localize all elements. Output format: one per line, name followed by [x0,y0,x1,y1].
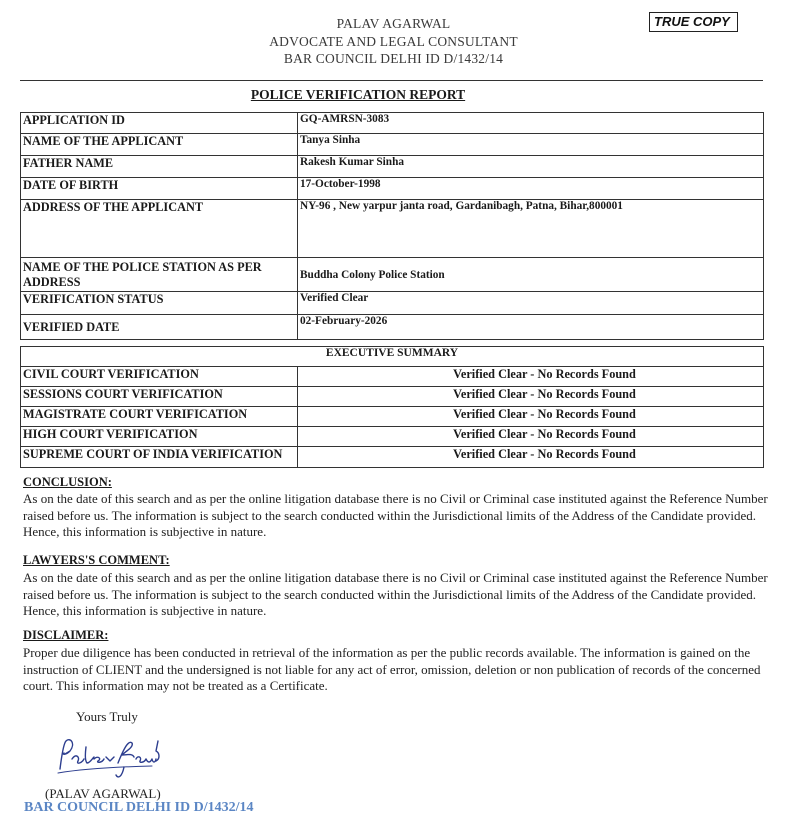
summary-value: Verified Clear - No Records Found [298,447,764,468]
info-label: NAME OF THE APPLICANT [21,134,298,156]
conclusion-text: As on the date of this search and as per the online litigation database there is no Civil or Criminal case instituted against the Reference Number raised before us. The information is subject to the search conducted within the Jurisdictional limits of the Address of the Candidate provided. Hence, this information is subjective in nature. [23,491,768,539]
closing-salutation: Yours Truly [76,709,138,724]
disclaimer-text: Proper due diligence has been conducted in retrieval of the information as per the public records available. The information is gained on the instruction of CLIENT and the undersigned is not liable for any act of error, omission, deletion or non publication of records of the concerned court. This information may not be treated as a Certificate. [23,645,761,693]
info-label: ADDRESS OF THE APPLICANT [21,200,298,258]
table-row [21,200,764,258]
header-divider [20,80,763,81]
table-row [21,292,764,315]
summary-label: SESSIONS COURT VERIFICATION [21,387,298,407]
info-value: Verified Clear [298,292,764,315]
conclusion-heading: CONCLUSION: [23,475,112,489]
summary-value: Verified Clear - No Records Found [298,427,764,447]
disclaimer-heading: DISCLAIMER: [23,628,109,642]
signatory-council-id: BAR COUNCIL DELHI ID D/1432/14 [24,800,254,815]
table-row [21,178,764,200]
summary-label: MAGISTRATE COURT VERIFICATION [21,407,298,427]
letterhead-council-id: BAR COUNCIL DELHI ID D/1432/14 [283,51,504,66]
table-row [21,113,764,134]
summary-heading: EXECUTIVE SUMMARY [21,347,764,367]
letterhead-designation: ADVOCATE AND LEGAL CONSULTANT [269,34,518,49]
executive-summary-table [20,346,764,468]
lawyers-comment-heading: LAWYERS'S COMMENT: [23,553,170,567]
info-value: NY-96 , New yarpur janta road, Gardanibagh, Patna, Bihar,800001 [298,200,764,258]
summary-value: Verified Clear - No Records Found [298,387,764,407]
info-value: 02-February-2026 [298,315,764,340]
table-row [21,407,764,427]
applicant-info-table [20,112,764,340]
info-label: DATE OF BIRTH [21,178,298,200]
info-label: NAME OF THE POLICE STATION AS PER ADDRESS [21,258,298,292]
info-value: 17-October-1998 [298,178,764,200]
info-label: VERIFICATION STATUS [21,292,298,315]
table-row [21,427,764,447]
table-row [21,315,764,340]
table-row [21,447,764,468]
info-value: Rakesh Kumar Sinha [298,156,764,178]
info-value: Buddha Colony Police Station [298,258,764,292]
summary-label: SUPREME COURT OF INDIA VERIFICATION [21,447,298,468]
info-label: FATHER NAME [21,156,298,178]
signatory-name: (PALAV AGARWAL) [45,786,161,801]
lawyers-comment-text: As on the date of this search and as per the online litigation database there is no Civil or Criminal case instituted against the Reference Number raised before us. The information is subject to the search conducted within the Jurisdictional limits of the Address of the Candidate provided. Hence, this information is subjective in nature. [23,570,768,618]
info-label: APPLICATION ID [21,113,298,134]
summary-value: Verified Clear - No Records Found [298,407,764,427]
table-row [21,134,764,156]
table-row [21,156,764,178]
table-row [21,367,764,387]
info-label: VERIFIED DATE [21,315,298,340]
info-value: Tanya Sinha [298,134,764,156]
letterhead-name: PALAV AGARWAL [336,16,451,31]
info-value: GQ-AMRSN-3083 [298,113,764,134]
report-title: POLICE VERIFICATION REPORT [250,87,466,102]
handwritten-signature [52,733,162,786]
summary-heading-row [21,347,764,367]
table-row [21,387,764,407]
summary-label: HIGH COURT VERIFICATION [21,427,298,447]
summary-label: CIVIL COURT VERIFICATION [21,367,298,387]
true-copy-stamp: TRUE COPY [649,12,738,32]
table-row [21,258,764,292]
summary-value: Verified Clear - No Records Found [298,367,764,387]
